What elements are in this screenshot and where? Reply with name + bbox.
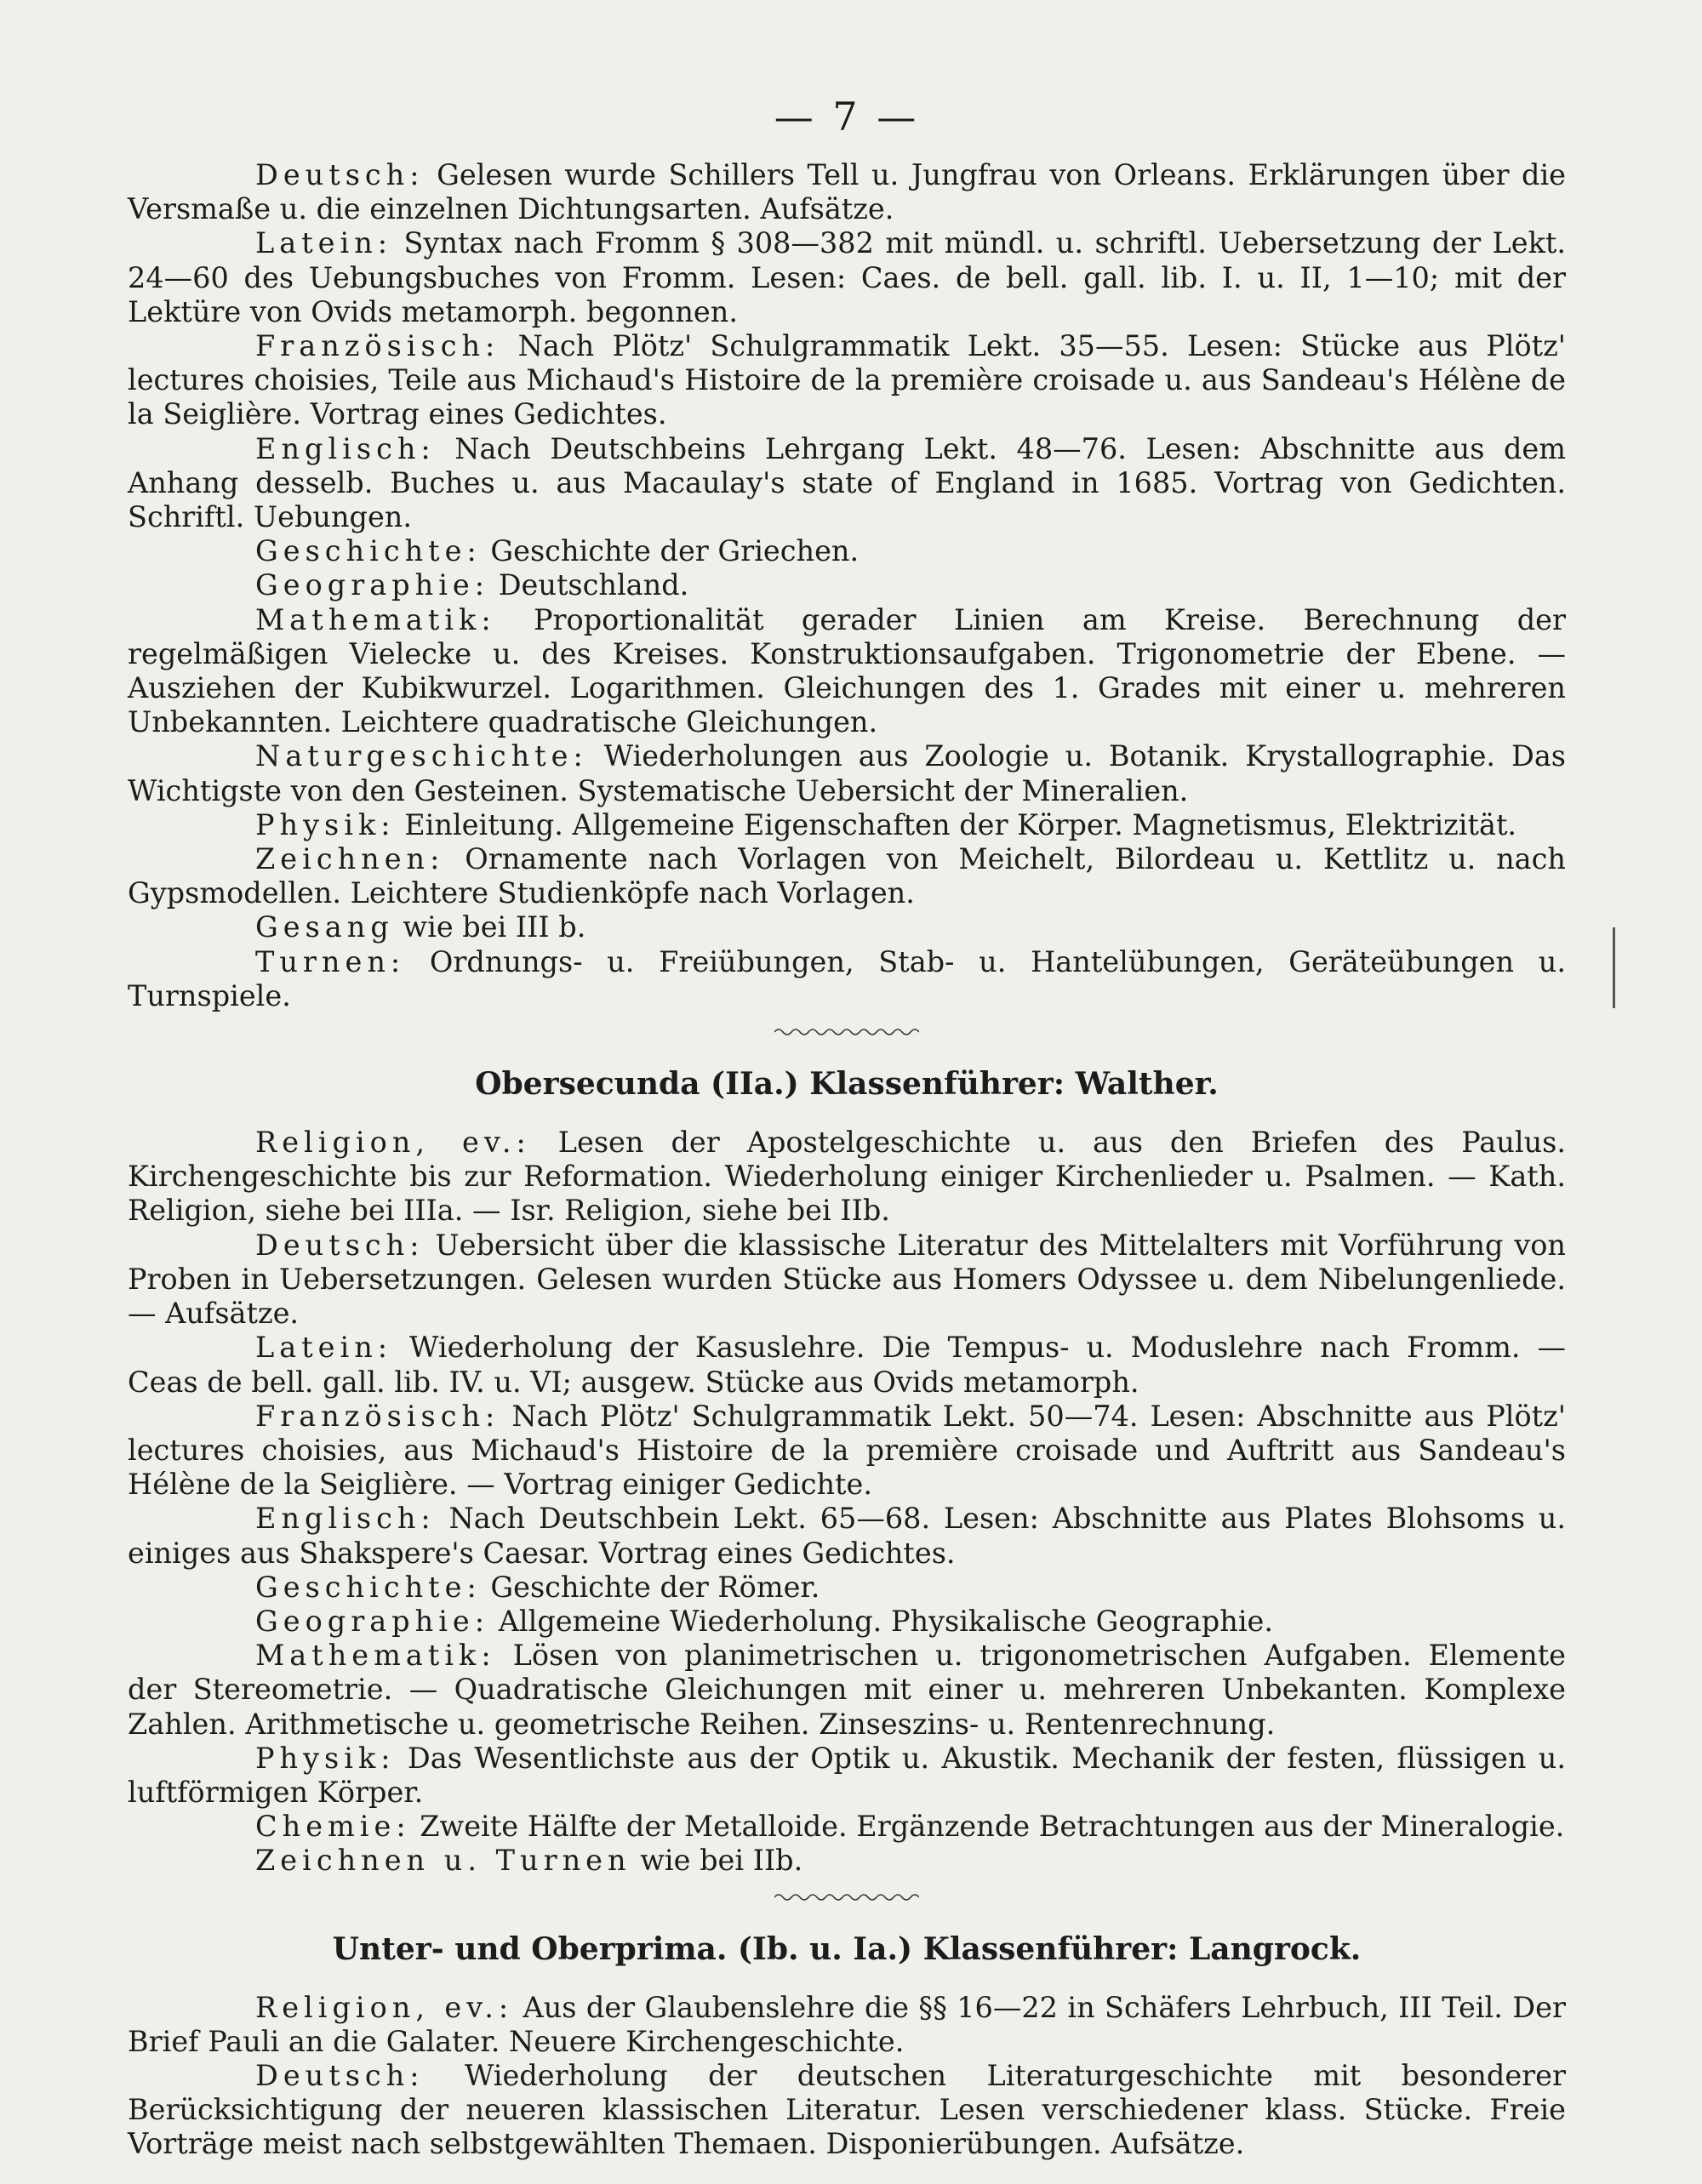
- subject-paragraph: [128, 910, 1566, 944]
- subject-label: Zeichnen u. Turnen: [255, 1844, 631, 1878]
- subject-content: Wiederholung der Kasuslehre. Die Tempus- u. Moduslehre nach Fromm. — Ceas de bell. gall. lib. IV. u. VI; ausgew. Stücke aus Ovids metamorph.: [128, 1331, 1566, 1399]
- subject-paragraph: [128, 1229, 1566, 1331]
- subject-content: Gelesen wurde Schillers Tell u. Jungfrau von Orleans. Erklärungen über die Versmaße u. die einzelnen Dichtungsarten. Aufsätze.: [128, 158, 1566, 226]
- section-untersecunda: [128, 158, 1566, 1013]
- subject-content: wie bei III b.: [393, 910, 586, 944]
- subject-label: Mathematik:: [255, 602, 496, 636]
- subject-paragraph: [128, 842, 1566, 910]
- subject-content: Allgemeine Wiederholung. Physikalische Geographie.: [489, 1604, 1274, 1638]
- subject-content: Ordnungs- u. Freiübungen, Stab- u. Hantelübungen, Geräteübungen u. Turnspiele.: [128, 944, 1566, 1012]
- subject-paragraph: [128, 1742, 1566, 1810]
- subject-paragraph: [128, 1571, 1566, 1605]
- subject-content: Ornamente nach Vorlagen von Meichelt, Bilordeau u. Kettlitz u. nach Gypsmodellen. Leichtere Studienköpfe nach Vorlagen.: [128, 842, 1566, 910]
- section-prima: [128, 1991, 1566, 2162]
- subject-label: Latein:: [255, 226, 393, 260]
- page-number: — 7 —: [774, 94, 920, 140]
- section-obersecunda: [128, 1126, 1566, 1878]
- subject-label: Deutsch:: [255, 158, 425, 191]
- subject-label: Deutsch:: [255, 2058, 425, 2092]
- subject-content: Zweite Hälfte der Metalloide. Ergänzende Betrachtungen aus der Mineralogie.: [410, 1810, 1565, 1844]
- subject-content: Lesen der Apostelgeschichte u. aus den Briefen des Paulus. Kirchengeschichte bis zur Reformation. Wiederholung einiger Kirchenlieder u. Psalmen. — Kath. Religion, siehe bei IIIa. — Isr. Religion, siehe bei IIb.: [128, 1126, 1566, 1228]
- subject-label: Geographie:: [255, 1604, 490, 1638]
- section-heading-obersecunda: Obersecunda (IIa.) Klassenführer: Walther.: [475, 1066, 1219, 1103]
- subject-content: Wiederholungen aus Zoologie u. Botanik. Krystallographie. Das Wichtigste von den Gesteinen. Systematische Uebersicht der Mineralien.: [128, 739, 1566, 807]
- subject-label: Physik:: [255, 1741, 396, 1775]
- subject-label: Physik:: [255, 807, 396, 841]
- subject-content: Nach Deutschbein Lekt. 65—68. Lesen: Abschnitte aus Plates Blohsoms u. einiges aus Shakspere's Caesar. Vortrag eines Gedichtes.: [128, 1502, 1566, 1570]
- subject-content: Nach Plötz' Schulgrammatik Lekt. 50—74. Lesen: Abschnitte aus Plötz' lectures choisies, aus Michaud's Histoire de la première croisade und Auftritt aus Sandeau's Hélène de la Seiglière. — Vortrag einiger Gedichte.: [128, 1399, 1566, 1502]
- subject-paragraph: [128, 329, 1566, 432]
- subject-paragraph: [128, 1991, 1566, 2059]
- subject-paragraph: [128, 1502, 1566, 1570]
- document-page: [128, 94, 1566, 2162]
- subject-label: Englisch:: [255, 1502, 436, 1536]
- subject-label: Zeichnen:: [255, 842, 445, 876]
- subject-content: Das Wesentlichste aus der Optik u. Akustik. Mechanik der festen, flüssigen u. luftförmigen Körper.: [128, 1741, 1566, 1809]
- subject-label: Französisch:: [255, 329, 500, 363]
- subject-paragraph: [128, 1639, 1566, 1742]
- subject-paragraph: [128, 808, 1566, 842]
- subject-label: Geographie:: [255, 568, 490, 602]
- subject-paragraph: [128, 226, 1566, 329]
- subject-paragraph: [128, 568, 1566, 602]
- subject-label: Turnen:: [255, 944, 406, 978]
- subject-label: Latein:: [255, 1331, 393, 1365]
- subject-content: Syntax nach Fromm § 308—382 mit mündl. u. schriftl. Uebersetzung der Lekt. 24—60 des Uebungsbuches von Fromm. Lesen: Caes. de bell. gall. lib. I. u. II, 1—10; mit der Lektüre von Ovids metamorph. begonnen.: [128, 226, 1566, 328]
- subject-content: wie bei IIb.: [631, 1844, 803, 1878]
- subject-content: Proportionalität gerader Linien am Kreise. Berechnung der regelmäßigen Vielecke u. des Kreises. Konstruktionsaufgaben. Trigonometrie der Ebene. — Ausziehen der Kubikwurzel. Logarithmen. Gleichungen des 1. Grades mit einer u. mehreren Unbekannten. Leichtere quadratische Gleichungen.: [128, 602, 1566, 739]
- ornamental-divider: [774, 1027, 919, 1037]
- subject-paragraph: [128, 1605, 1566, 1639]
- subject-content: Nach Plötz' Schulgrammatik Lekt. 35—55. Lesen: Stücke aus Plötz' lectures choisies, Teile aus Michaud's Histoire de la première croisade u. aus Sandeau's Hélène de la Seiglière. Vortrag eines Gedichtes.: [128, 329, 1566, 431]
- subject-label: Religion, ev.:: [255, 1126, 531, 1160]
- subject-paragraph: [128, 432, 1566, 535]
- ornamental-divider: [774, 1892, 919, 1902]
- subject-paragraph: [128, 603, 1566, 740]
- subject-paragraph: [128, 158, 1566, 226]
- subject-label: Religion, ev.:: [255, 1990, 514, 2024]
- subject-label: Geschichte:: [255, 534, 482, 568]
- subject-paragraph: [128, 739, 1566, 807]
- subject-content: Geschichte der Römer.: [481, 1570, 820, 1604]
- subject-paragraph: [128, 1331, 1566, 1399]
- subject-content: Einleitung. Allgemeine Eigenschaften der Körper. Magnetismus, Elektrizität.: [395, 807, 1517, 841]
- subject-paragraph: [128, 1126, 1566, 1229]
- subject-paragraph: [128, 1400, 1566, 1503]
- subject-content: Lösen von planimetrischen u. trigonometrischen Aufgaben. Elemente der Stereometrie. — Quadratische Gleichungen mit einer u. mehreren Unbekanten. Komplexe Zahlen. Arithmetische u. geometrische Reihen. Zinseszins- u. Rentenrechnung.: [128, 1639, 1566, 1741]
- subject-paragraph: [128, 945, 1566, 1013]
- subject-label: Gesang: [255, 910, 394, 944]
- subject-content: Aus der Glaubenslehre die §§ 16—22 in Schäfers Lehrbuch, III Teil. Der Brief Pauli an die Galater. Neuere Kirchengeschichte.: [128, 1990, 1567, 2058]
- subject-label: Englisch:: [255, 431, 436, 465]
- subject-label: Mathematik:: [255, 1639, 496, 1673]
- subject-paragraph: [128, 1810, 1566, 1844]
- subject-paragraph: [128, 1844, 1566, 1878]
- subject-label: Naturgeschichte:: [255, 739, 588, 773]
- subject-content: Deutschland.: [489, 568, 689, 602]
- subject-paragraph: [128, 2059, 1566, 2162]
- subject-paragraph: [128, 534, 1566, 568]
- section-heading-prima: Unter- und Oberprima. (Ib. u. Ia.) Klassenführer: Langrock.: [332, 1930, 1362, 1967]
- subject-content: Wiederholung der deutschen Literaturgeschichte mit besonderer Berücksichtigung der neueren klassischen Literatur. Lesen verschiedener klass. Stücke. Freie Vorträge meist nach selbstgewählten Themaen. Disponierübungen. Aufsätze.: [128, 2058, 1566, 2161]
- subject-content: Uebersicht über die klassische Literatur des Mittelalters mit Vorführung von Proben in Uebersetzungen. Gelesen wurden Stücke aus Homers Odyssee u. dem Nibelungenliede.— Aufsätze.: [128, 1228, 1566, 1331]
- subject-label: Französisch:: [255, 1399, 500, 1433]
- subject-label: Chemie:: [255, 1810, 411, 1844]
- scan-edge-mark: [1613, 927, 1615, 1008]
- subject-label: Deutsch:: [255, 1228, 425, 1262]
- subject-label: Geschichte:: [255, 1570, 482, 1604]
- subject-content: Geschichte der Griechen.: [481, 534, 860, 568]
- subject-content: Nach Deutschbeins Lehrgang Lekt. 48—76. Lesen: Abschnitte aus dem Anhang desselb. Buches u. aus Macaulay's state of England in 1685. Vortrag von Gedichten. Schriftl. Uebungen.: [128, 431, 1566, 534]
